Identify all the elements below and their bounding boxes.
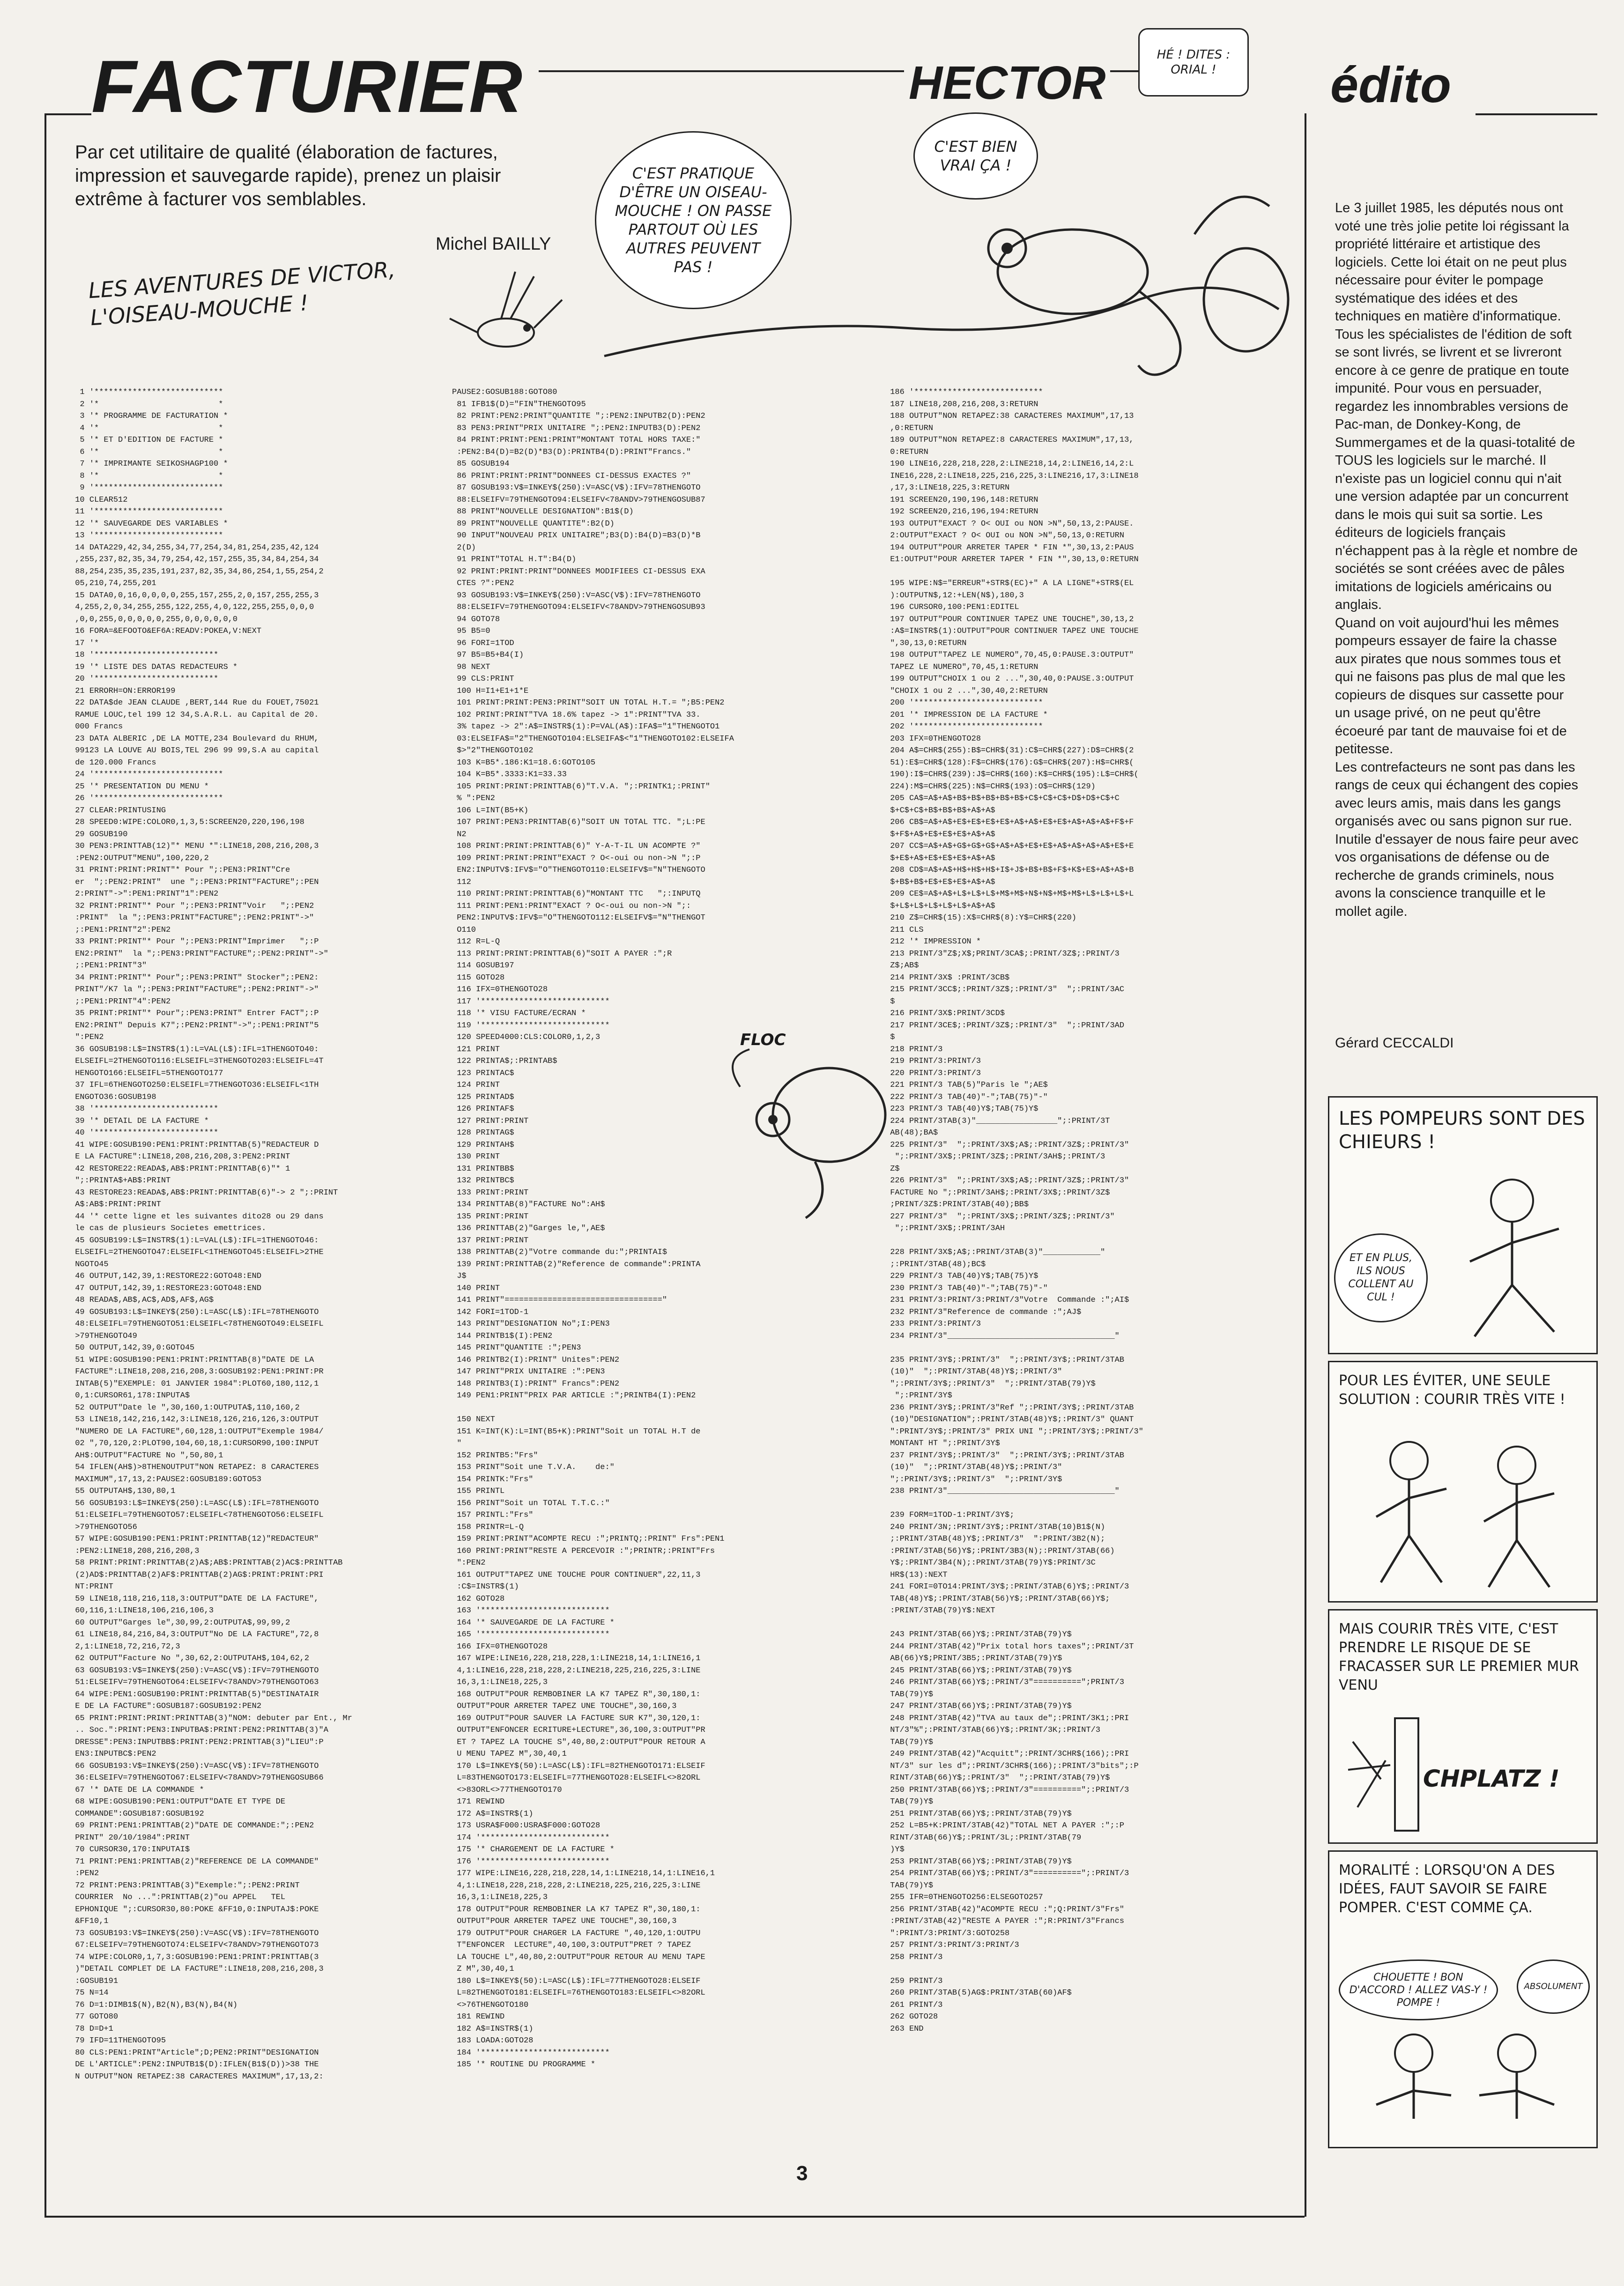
edito-signature: Gérard CECCALDI	[1335, 1035, 1454, 1051]
left-rule	[44, 113, 46, 2217]
bottom-rule	[44, 2216, 1305, 2218]
section-title: HECTOR	[909, 57, 1106, 109]
code-listing-col3: 186 '*************************** 187 LINE18,208,216,208,3:RETURN 188 OUTPUT"NON RETAPEZ:38 CARACTERES MAXIMUM",17,13 ,0:RETURN 189 OUTPUT"NON RETAPEZ:8 CARACTERES MAXIMUM",17,13, 0:RETURN 190 LINE16,228,218,228,2:LINE218,14,2:LINE16,14,2:L INE16,228,2:LINE18,225,216,225,3:LINE216,17,3:LINE18 ,17,3:LINE18,225,3:RETURN 191 SCREEN20,190,196,148:RETURN 192 SCREEN20,216,196,194:RETURN 193 OUTPUT"EXACT ? O< OUI ou NON >N",50,13,2:PAUSE. 2:OUTPUT"EXACT ? O< OUI ou NON >N",50,13,0:RETURN 194 OUTPUT"POUR ARRETER TAPER * FIN *",30,13,2:PAUS E1:OUTPUT"POUR ARRETER TAPER * FIN *",30,13,0:RETURN 195 WIPE:N$="ERREUR"+STR$(EC)+" A LA LIGNE"+STR$(EL ):OUTPUTN$,12:+LEN(N$),180,3 196 CURSOR0,100:PEN1:EDITEL 197 OUTPUT"POUR CONTINUER TAPEZ UNE TOUCHE",30,13,2 :A$=INSTR$(1):OUTPUT"POUR CONTINUER TAPEZ UNE TOUCHE ",30,13,0:RETURN 198 OUTPUT"TAPEZ LE NUMERO",70,45,0:PAUSE.3:OUTPUT" TAPEZ LE NUMERO",70,45,1:RETURN 199 OUTPUT"CHOIX 1 ou 2 ...",30,40,0:PAUSE.3:OUTPUT "CHOIX 1 ou 2 ...",30,40,2:RETURN 200 '*************************** 201 '* IMPRESSION DE LA FACTURE * 202 '*************************** 203 IFX=0THENGOTO28 204 A$=CHR$(255):B$=CHR$(31):C$=CHR$(227):D$=CHR$(2 51):E$=CHR$(128):F$=CHR$(176):G$=CHR$(207):H$=CHR$( 190):I$=CHR$(239):J$=CHR$(160):K$=CHR$(195):L$=CHR$( 224):M$=CHR$(225):N$=CHR$(193):O$=CHR$(129) 205 CA$=A$+A$+B$+B$+B$+B$+B$+C$+C$+C$+D$+D$+C$+C $+C$+C$+B$+B$+B$+A$+A$ 206 CB$=A$+A$+E$+E$+E$+E$+A$+A$+E$+E$+A$+A$+A$+F$+F $+F$+A$+E$+E$+E$+A$+A$ 207 CC$=A$+A$+G$+G$+G$+A$+A$+E$+E$+A$+A$+A$+A$+E$+E $+E$+A$+E$+E$+E$+A$+A$ 208 CD$=A$+A$+H$+H$+H$+I$+J$+B$+B$+F$+K$+E$+A$+A$+B $+B$+B$+E$+E$+E$+A$+A$ 209 CE$=A$+A$+L$+L$+L$+M$+M$+N$+N$+M$+M$+L$+L$+L$+L $+L$+L$+L$+L$+L$+A$+A$ 210 Z$=CHR$(15):X$=CHR$(8):Y$=CHR$(220) 211 CLS 212 '* IMPRESSION * 213 PRINT/3"Z$;X$;PRINT/3CA$;:PRINT/3Z$;:PRINT/3 Z$;AB$ 214 PRINT/3X$ :PRINT/3CB$ 215 PRINT/3CC$;:PRINT/3Z$;:PRINT/3" ";:PRINT/3AC $ 216 PRINT/3X$:PRINT/3CD$ 217 PRINT/3CE$;:PRINT/3Z$;:PRINT/3" ";:PRINT/3AD $ 218 PRINT/3 219 PRINT/3:PRINT/3 220 PRINT/3:PRINT/3 221 PRINT/3 TAB(5)"Paris le ";AE$ 222 PRINT/3 TAB(40)"-";TAB(75)"-" 223 PRINT/3 TAB(40)Y$;TAB(75)Y$ 224 PRINT/3TAB(3)"_________________";:PRINT/3T AB(48);BA$ 225 PRINT/3" ";:PRINT/3X$;A$;:PRINT/3Z$;:PRINT/3" ";:PRINT/3X$;:PRINT/3Z$;:PRINT/3AH$;:PRINT/3 Z$ 226 PRINT/3" ";:PRINT/3X$;A$;:PRINT/3Z$;:PRINT/3" FACTURE No ";:PRINT/3AH$;:PRINT/3X$;:PRINT/3Z$ ;PRINT/3Z$:PRINT/3TAB(40);BB$ 227 PRINT/3" ";:PRINT/3X$;:PRINT/3Z$;:PRINT/3" ";:PRINT/3X$;:PRINT/3AH 228 PRINT/3X$;A$;:PRINT/3TAB(3)"____________" ;:PRINT/3TAB(48);BC$ 229 PRINT/3 TAB(40)Y$;TAB(75)Y$ 230 PRINT/3 TAB(40)"-";TAB(75)"-" 231 PRINT/3:PRINT/3:PRINT/3"Votre Commande :";AI$ 232 PRINT/3"Reference de commande :";AJ$ 233 PRINT/3:PRINT/3 234 PRINT/3"___________________________________" 235 PRINT/3Y$;:PRINT/3" ";:PRINT/3Y$;:PRINT/3TAB (10)" ";:PRINT/3TAB(48)Y$;:PRINT/3" ";:PRINT/3Y$;:PRINT/3" ";:PRINT/3TAB(79)Y$ ";:PRINT/3Y$ 236 PRINT/3Y$;:PRINT/3"Ref ";:PRINT/3Y$;:PRINT/3TAB (10)"DESIGNATION";:PRINT/3TAB(48)Y$;:PRINT/3" QUANT ":PRINT/3Y$;:PRINT/3" PRIX UNI ";:PRINT/3Y$;:PRINT/3" MONTANT HT ";:PRINT/3Y$ 237 PRINT/3Y$;:PRINT/3" ";:PRINT/3Y$;:PRINT/3TAB (10)" ";:PRINT/3TAB(48)Y$;:PRINT/3" ";:PRINT/3Y$;:PRINT/3" ";:PRINT/3Y$ 238 PRINT/3"___________________________________" 239 FORM=1TOD-1:PRINT/3Y$; 240 PRINT/3N;:PRINT/3Y$;:PRINT/3TAB(10)B1$(N) ;:PRINT/3TAB(48)Y$;:PRINT/3" ":PRINT/3B2(N); :PRINT/3TAB(56)Y$;:PRINT/3B3(N);:PRINT/3TAB(66) Y$;:PRINT/3B4(N);:PRINT/3TAB(79)Y$:PRINT/3C HR$(13):NEXT 241 FORI=0TO14:PRINT/3Y$;:PRINT/3TAB(6)Y$;:PRINT/3 TAB(48)Y$;:PRINT/3TAB(56)Y$;:PRINT/3TAB(66)Y$; :PRINT/3TAB(79)Y$:NEXT 243 PRINT/3TAB(66)Y$;:PRINT/3TAB(79)Y$ 244 PRINT/3TAB(42)"Prix total hors taxes";:PRINT/3T AB(66)Y$;PRINT/3B5;:PRINT/3TAB(79)Y$ 245 PRINT/3TAB(66)Y$;:PRINT/3TAB(79)Y$ 246 PRINT/3TAB(66)Y$;:PRINT/3"==========";PRINT/3 TAB(79)Y$ 247 PRINT/3TAB(66)Y$;:PRINT/3TAB(79)Y$ 248 PRINT/3TAB(42)"TVA au taux de";:PRINT/3K1;:PRI NT/3"%";:PRINT/3TAB(66)Y$;:PRINT/3K;:PRINT/3 TAB(79)Y$ 249 PRINT/3TAB(42)"Acquitt";:PRINT/3CHR$(166);:PRI NT/3" sur les d";:PRINT/3CHR$(166);:PRINT/3"bits";:P RINT/3TAB(66)Y$;:PRINT/3" ";:PRINT/3TAB(79)Y$ 250 PRINT/3TAB(66)Y$;:PRINT/3"==========";:PRINT/3 TAB(79)Y$ 251 PRINT/3TAB(66)Y$;:PRINT/3TAB(79)Y$ 252 L=B5+K:PRINT/3TAB(42)"TOTAL NET A PAYER :";:P RINT/3TAB(66)Y$;:PRINT/3L;:PRINT/3TAB(79 )Y$ 253 PRINT/3TAB(66)Y$;:PRINT/3TAB(79)Y$ 254 PRINT/3TAB(66)Y$;:PRINT/3"==========";:PRINT/3 TAB(79)Y$ 255 IFR=0THENGOTO256:ELSEGOTO257 256 PRINT/3TAB(42)"ACOMPTE RECU :";Q:PRINT/3"Frs" :PRINT/3TAB(42)"RESTE A PAYER :";R:PRINT/3"Francs ":PRINT/3:PRINT/3:GOTO258 257 PRINT/3:PRINT/3:PRINT/3 258 PRINT/3 259 PRINT/3 260 PRINT/3TAB(5)AG$:PRINT/3TAB(60)AF$ 261 PRINT/3 262 GOTO28 263 END	[890, 388, 1143, 2034]
wall-crash-illustration	[1339, 1714, 1423, 1835]
pump-scene-illustration	[1357, 2025, 1573, 2142]
two-runners-illustration	[1357, 1432, 1573, 1592]
code-listing-col2: PAUSE2:GOSUB188:GOTO80 81 IFB1$(D)="FIN"THENGOTO95 82 PRINT:PEN2:PRINT"QUANTITE ";:PEN2:INPUTB2(D):PEN2 83 PEN3:PRINT"PRIX UNITAIRE ";:PEN2:INPUTB3(D):PEN2 84 PRINT:PRINT:PEN1:PRINT"MONTANT TOTAL HORS TAXE:" :PEN2:B4(D)=B2(D)*B3(D):PRINTB4(D):PRINT"Francs." 85 GOSUB194 86 PRINT:PRINT:PRINT"DONNEES CI-DESSUS EXACTES ?" 87 GOSUB193:V$=INKEY$(250):V=ASC(V$):IFV=78THENGOTO 88:ELSEIFV=79THENGOTO94:ELSEIFV<78ANDV>79THENGOSUB87 88 PRINT"NOUVELLE DESIGNATION":B1$(D) 89 PRINT"NOUVELLE QUANTITE":B2(D) 90 INPUT"NOUVEAU PRIX UNITAIRE";B3(D):B4(D)=B3(D)*B 2(D) 91 PRINT"TOTAL H.T":B4(D) 92 PRINT:PRINT:PRINT"DONNEES MODIFIEES CI-DESSUS EXA CTES ?":PEN2 93 GOSUB193:V$=INKEY$(250):V=ASC(V$):IFV=78THENGOTO 88:ELSEIFV=79THENGOTO94:ELSEIFV<78ANDV>79THENGOSUB93 94 GOTO78 95 B5=0 96 FORI=1TOD 97 B5=B5+B4(I) 98 NEXT 99 CLS:PRINT 100 H=I1+E1+1*E 101 PRINT:PRINT:PEN3:PRINT"SOIT UN TOTAL H.T.= ";B5:PEN2 102 PRINT:PRINT"TVA 18.6% tapez -> 1":PRINT"TVA 33. 3% tapez -> 2":A$=INSTR$(1):P=VAL(A$):IFA$="1"THENGOTO1 03:ELSEIFA$="2"THENGOTO104:ELSEIFA$<"1"THENGOTO102:ELSEIFA $>"2"THENGOTO102 103 K=B5*.186:K1=18.6:GOTO105 104 K=B5*.3333:K1=33.33 105 PRINT:PRINT:PRINTTAB(6)"T.V.A. ";:PRINTK1;:PRINT" % ":PEN2 106 L=INT(B5+K) 107 PRINT:PEN3:PRINTTAB(6)"SOIT UN TOTAL TTC. ";L:PE N2 108 PRINT:PRINT:PRINTTAB(6)" Y-A-T-IL UN ACOMPTE ?" 109 PRINT:PRINT:PRINT"EXACT ? O<-oui ou non->N ";:P EN2:INPUTV$:IFV$="O"THENGOTO110:ELSEIFV$="N"THENGOTO 112 110 PRINT:PRINT:PRINTTAB(6)"MONTANT TTC ";:INPUTQ 111 PRINT:PEN1:PRINT"EXACT ? O<-oui ou non->N ";: PEN2:INPUTV$:IFV$="O"THENGOTO112:ELSEIFV$="N"THENGOT O110 112 R=L-Q 113 PRINT:PRINT:PRINTTAB(6)"SOIT A PAYER :";R 114 GOSUB197 115 GOTO28 116 IFX=0THENGOTO28 117 '*************************** 118 '* VISU FACTURE/ECRAN * 119 '*************************** 120 SPEED4000:CLS:COLOR0,1,2,3 121 PRINT 122 PRINTA$;:PRINTAB$ 123 PRINTAC$ 124 PRINT 125 PRINTAD$ 126 PRINTAF$ 127 PRINT:PRINT 128 PRINTAG$ 129 PRINTAH$ 130 PRINT 131 PRINTBB$ 132 PRINTBC$ 133 PRINT:PRINT 134 PRINTTAB(8)"FACTURE No":AH$ 135 PRINT:PRINT 136 PRINTTAB(2)"Garges le,",AE$ 137 PRINT:PRINT 138 PRINTTAB(2)"Votre commande du:";PRINTAI$ 139 PRINT:PRINTTAB(2)"Reference de commande":PRINTA J$ 140 PRINT 141 PRINT"=================================" 142 FORI=1TOD-1 143 PRINT"DESIGNATION No";I:PEN3 144 PRINTB1$(I):PEN2 145 PRINT"QUANTITE :";PEN3 146 PRINTB2(I):PRINT" Unites":PEN2 147 PRINT"PRIX UNITAIRE :":PEN3 148 PRINTB3(I):PRINT" Francs":PEN2 149 PEN1:PRINT"PRIX PAR ARTICLE :";PRINTB4(I):PEN2 150 NEXT 151 K=INT(K):L=INT(B5+K):PRINT"Soit un TOTAL H.T de " 152 PRINTB5:"Frs" 153 PRINT"Soit une T.V.A. de:" 154 PRINTK:"Frs" 155 PRINTL 156 PRINT"Soit un TOTAL T.T.C.:" 157 PRINTL:"Frs" 158 PRINTR=L-Q 159 PRINT:PRINT"ACOMPTE RECU :";PRINTQ;:PRINT" Frs":PEN1 160 PRINT:PRINT"RESTE A PERCEVOIR :";PRINTR;:PRINT"Frs ":PEN2 161 OUTPUT"TAPEZ UNE TOUCHE POUR CONTINUER",22,11,3 :C$=INSTR$(1) 162 GOTO28 163 '*************************** 164 '* SAUVEGARDE DE LA FACTURE * 165 '*************************** 166 IFX=0THENGOTO28 167 WIPE:LINE16,228,218,228,1:LINE218,14,1:LINE16,1 4,1:LINE16,228,218,228,2:LINE218,225,216,225,3:LINE 16,3,1:LINE18,225,3 168 OUTPUT"POUR REMBOBINER LA K7 TAPEZ R",30,180,1: OUTPUT"POUR ARRETER TAPEZ UNE TOUCHE",30,160,3 169 OUTPUT"POUR SAUVER LA FACTURE SUR K7",30,120,1: OUTPUT"ENFONCER ECRITURE+LECTURE",36,100,3:OUTPUT"PR ET ? TAPEZ LA TOUCHE S",40,80,2:OUTPUT"POUR RETOUR A U MENU TAPEZ M",30,40,1 170 L$=INKEY$(50):L=ASC(L$):IFL=82THENGOTO171:ELSEIF L=83THENGOTO173:ELSEIFL=77THENGOTO28:ELSEIFL<>82ORL <>83ORL<>77THENGOTO170 171 REWIND 172 A$=INSTR$(1) 173 USRA$F000:USRA$F000:GOTO28 174 '*************************** 175 '* CHARGEMENT DE LA FACTURE * 176 '*************************** 177 WIPE:LINE16,228,218,228,14,1:LINE218,14,1:LINE16,1 4,1:LINE18,228,218,228,2:LINE218,225,216,225,3:LINE 16,3,1:LINE18,225,3 178 OUTPUT"POUR REMBOBINER LA K7 TAPEZ R",30,180,1: OUTPUT"POUR ARRETER TAPEZ UNE TOUCHE",30,160,3 179 OUTPUT"POUR CHARGER LA FACTURE ",40,120,1:OUTPU T"ENFONCER LECTURE",40,100,3:OUTPUT"PRET ? TAPEZ LA TOUCHE L",40,80,2:OUTPUT"POUR RETOUR AU MENU TAPE Z M",30,40,1 180 L$=INKEY$(50):L=ASC(L$):IFL=77THENGOTO28:ELSEIF L=82THENGOTO181:ELSEIFL=76THENGOTO183:ELSEIFL<>82ORL <>76THENGOTO180 181 REWIND 182 A$=INSTR$(1) 183 LOADA:GOTO28 184 '*************************** 185 '* ROUTINE DU PROGRAMME *	[452, 388, 734, 2069]
code-listing-col1: 1 '*************************** 2 '* * 3 '* PROGRAMME DE FACTURATION * 4 '* * 5 '* ET D'EDITION DE FACTURE * 6 '* * 7 '* IMPRIMANTE SEIKOSHAGP100 * 8 '* * 9 '*************************** 10 CLEAR512 11 '*************************** 12 '* SAUVEGARDE DES VARIABLES * 13 '*************************** 14 DATA229,42,34,255,34,77,254,34,81,254,235,42,124 ,255,237,82,35,34,79,254,42,157,255,35,34,84,254,34 88,254,235,35,235,191,237,82,35,34,86,254,1,55,254,2 05,210,74,255,201 15 DATA0,0,16,0,0,0,0,255,157,255,2,0,157,255,255,3 4,255,2,0,34,255,255,122,255,4,0,122,255,255,0,0,0 ,0,0,255,0,0,0,0,0,255,0,0,0,0,0,0 16 FORA=&EFOOTO&EF6A:READV:POKEA,V:NEXT 17 '* 18 '************************** 19 '* LISTE DES DATAS REDACTEURS * 20 '************************** 21 ERRORH=ON:ERROR199 22 DATA$de JEAN CLAUDE ,BERT,144 Rue du FOUET,75021 RAMUE LOUC,tel 199 12 34,S.A.R.L. au Capital de 20. 000 Francs 23 DATA ALBERIC ,DE LA MOTTE,234 Boulevard du RHUM, 99123 LA LOUVE AU BOIS,TEL 296 99 99,S.A au capital de 120.000 Francs 24 '*************************** 25 '* PRESENTATION DU MENU * 26 '*************************** 27 CLEAR:PRINTUSING 28 SPEED0:WIPE:COLOR0,1,3,5:SCREEN20,220,196,198 29 GOSUB190 30 PEN3:PRINTTAB(12)"* MENU *":LINE18,208,216,208,3 :PEN2:OUTPUT"MENU",100,220,2 31 PRINT:PRINT:PRINT"* Pour ";:PEN3:PRINT"Cre er ";:PEN2:PRINT" une ";:PEN3:PRINT"FACTURE";:PEN 2:PRINT"->":PEN1:PRINT"1":PEN2 32 PRINT:PRINT"* Pour ";:PEN3:PRINT"Voir ";:PEN2 :PRINT" la ";:PEN3:PRINT"FACTURE";:PEN2:PRINT"->" ;:PEN1:PRINT"2":PEN2 33 PRINT:PRINT"* Pour ";:PEN3:PRINT"Imprimer ";:P EN2:PRINT" la ";:PEN3:PRINT"FACTURE";:PEN2:PRINT"->" ;:PEN1:PRINT"3" 34 PRINT:PRINT"* Pour";:PEN3:PRINT" Stocker";:PEN2: PRINT"/K7 la ";:PEN3:PRINT"FACTURE";:PEN2:PRINT"->" ;:PEN1:PRINT"4":PEN2 35 PRINT:PRINT"* Pour";:PEN3:PRINT" Entrer FACT";:P EN2:PRINT" Depuis K7";:PEN2:PRINT"->";:PEN1:PRINT"5 ":PEN2 36 GOSUB198:L$=INSTR$(1):L=VAL(L$):IFL=1THENGOTO40: ELSEIFL=2THENGOTO116:ELSEIFL=3THENGOTO203:ELSEIFL=4T HENGOTO166:ELSEIFL=5THENGOTO177 37 IFL=6THENGOTO250:ELSEIFL=7THENGOTO36:ELSEIFL<1TH ENGOTO36:GOSUB198 38 '************************** 39 '* DETAIL DE LA FACTURE * 40 '************************** 41 WIPE:GOSUB190:PEN1:PRINT:PRINTTAB(5)"REDACTEUR D E LA FACTURE":LINE18,208,216,208,3:PEN2:PRINT 42 RESTORE22:READA$,AB$:PRINT:PRINTTAB(6)"* 1 ";:PRINTA$+AB$:PRINT 43 RESTORE23:READA$,AB$:PRINT:PRINTTAB(6)"-> 2 ";:PRINT A$:AB$:PRINT:PRINT 44 '* cette ligne et les suivantes dito28 ou 29 dans le cas de plusieurs Societes emettrices. 45 GOSUB199:L$=INSTR$(1):L=VAL(L$):IFL=1THENGOTO46: ELSEIFL=2THENGOTO47:ELSEIFL<1THENGOTO45:ELSEIFL>2THE NGOTO45 46 OUTPUT,142,39,1:RESTORE22:GOTO48:END 47 OUTPUT,142,39,1:RESTORE23:GOTO48:END 48 READA$,AB$,AC$,AD$,AF$,AG$ 49 GOSUB193:L$=INKEY$(250):L=ASC(L$):IFL=78THENGOTO 48:ELSEIFL=79THENGOTO51:ELSEIFL<78THENGOTO49:ELSEIFL >79THENGOTO49 50 OUTPUT,142,39,0:GOTO45 51 WIPE:GOSUB190:PEN1:PRINT:PRINTTAB(8)"DATE DE LA FACTURE":LINE18,208,216,208,3:GOSUB192:PEN1:PRINT:PR INTAB(5)"EXEMPLE: 01 JANVIER 1984":PLOT60,180,112,1 0,1:CURSOR61,178:INPUTA$ 52 OUTPUT"Date le ",30,160,1:OUTPUTA$,110,160,2 53 LINE18,142,216,142,3:LINE18,126,216,126,3:OUTPUT "NUMERO DE LA FACTURE",60,128,1:OUTPUT"Exemple 1984/ 02 ",70,120,2:PLOT90,104,60,18,1:CURSOR90,100:INPUT AH$:OUTPUT"FACTURE No ",50,80,1 54 IFLEN(AH$)>8THENOUTPUT"NON RETAPEZ: 8 CARACTERES MAXIMUM",17,13,2:PAUSE2:GOSUB189:GOTO53 55 OUTPUTAH$,130,80,1 56 GOSUB193:L$=INKEY$(250):L=ASC(L$):IFL=78THENGOTO 51:ELSEIFL=79THENGOTO57:ELSEIFL<78THENGOTO56:ELSEIFL >79THENGOTO56 57 WIPE:GOSUB190:PEN1:PRINT:PRINTTAB(12)"REDACTEUR" :PEN2:LINE18,208,216,208,3 58 PRINT:PRINT:PRINTTAB(2)A$;AB$:PRINTTAB(2)AC$:PRINTTAB (2)AD$:PRINTTAB(2)AF$:PRINTTAB(2)AG$:PRINT:PRINT:PRI NT:PRINT 59 LINE18,118,216,118,3:OUTPUT"DATE DE LA FACTURE", 60,116,1:LINE18,106,216,106,3 60 OUTPUT"Garges le",30,99,2:OUTPUTA$,99,99,2 61 LINE18,84,216,84,3:OUTPUT"No DE LA FACTURE",72,8 2,1:LINE18,72,216,72,3 62 OUTPUT"Facture No ",30,62,2:OUTPUTAH$,104,62,2 63 GOSUB193:V$=INKEY$(250):V=ASC(V$):IFV=79THENGOTO 51:ELSEIFV=79THENGOTO64:ELSEIFV<78ANDV>79THENGOTO63 64 WIPE:PEN1:GOSUB190:PRINT:PRINTTAB(5)"DESTINATAIR E DE LA FACTURE":GOSUB187:GOSUB192:PEN2 65 PRINT:PRINT:PRINT:PRINTTAB(3)"NOM: debuter par Ent., Mr .. Soc.":PRINT:PEN3:INPUTBA$:PRINT:PEN2:PRINTTAB(3)"A DRESSE":PEN3:INPUTBB$:PRINT:PEN2:PRINTTAB(3)"LIEU":P EN3:INPUTBC$:PEN2 66 GOSUB193:V$=INKEY$(250):V=ASC(V$):IFV=78THENGOTO 36:ELSEIFV=79THENGOTO67:ELSEIFV<78ANDV>79THENGOSUB66 67 '* DATE DE LA COMMANDE * 68 WIPE:GOSUB190:PEN1:OUTPUT"DATE ET TYPE DE COMMANDE":GOSUB187:GOSUB192 69 PRINT:PEN1:PRINTTAB(2)"DATE DE COMMANDE:";:PEN2 PRINT" 20/10/1984":PRINT 70 CURSOR30,170:INPUTAI$ 71 PRINT:PEN1:PRINTTAB(2)"REFERENCE DE LA COMMANDE" :PEN2 72 PRINT:PEN3:PRINTTAB(3)"Exemple:";:PEN2:PRINT COURRIER No ...":PRINTTAB(2)"ou APPEL TEL EPHONIQUE ";:CURSOR30,80:POKE &FF10,0:INPUTAJ$:POKE &FF10,1 73 GOSUB193:V$=INKEY$(250):V=ASC(V$):IFV=78THENGOTO 67:ELSEIFV=79THENGOTO74:ELSEIFV<78ANDV>79THENGOTO73 74 WIPE:COLOR0,1,7,3:GOSUB190:PEN1:PRINT:PRINTTAB(3 )"DETAIL COMPLET DE LA FACTURE":LINE18,208,216,208,3 :GOSUB191 75 N=14 76 D=1:DIMB1$(N),B2(N),B3(N),B4(N) 77 GOTO80 78 D=D+1 79 IFD=11THENGOTO95 80 CLS:PEN1:PRINT"Article";D;PEN2:PRINT"DESIGNATION DE L'ARTICLE":PEN2:INPUTB1$(D):IFLEN(B1$(D))>38 THE N OUTPUT"NON RETAPEZ:38 CARACTERES MAXIMUM",17,13,2:	[75, 388, 352, 2081]
cartoon-caption: LES AVENTURES DE VICTOR, L'OISEAU-MOUCHE !	[88, 256, 396, 331]
header-rule-mid	[539, 70, 904, 72]
comic-panel-3-sfx: CHPLATZ !	[1423, 1765, 1560, 1792]
running-figure-illustration	[1442, 1168, 1582, 1346]
comic-panel-1	[1328, 1096, 1598, 1354]
chameleon-floc-illustration	[712, 1031, 909, 1227]
floc-sound: FLOC	[740, 1031, 786, 1049]
speech-bubble-1: C'EST PRATIQUE D'ÊTRE UN OISEAU-MOUCHE ! ON PASSE PARTOUT OÙ LES AUTRES PEUVENT PAS !	[595, 131, 792, 309]
page-number: 3	[796, 2162, 808, 2185]
hummingbird-illustration	[445, 262, 567, 375]
header-rule-left	[44, 113, 91, 115]
comic-panel-2-caption: POUR LES ÉVITER, UNE SEULE SOLUTION : COURIR TRÈS VITE !	[1339, 1373, 1565, 1408]
comic-panel-4-bubble-2: ABSOLUMENT	[1517, 1959, 1590, 2014]
header-rule-mid2	[1110, 70, 1141, 72]
chameleon-illustration	[576, 178, 1330, 393]
comic-panel-3-caption: MAIS COURIR TRÈS VITE, C'EST PRENDRE LE RISQUE DE SE FRACASSER SUR LE PREMIER MUR VENU	[1339, 1621, 1580, 1693]
speech-bubble-2: C'EST BIEN VRAI ÇA !	[913, 112, 1038, 200]
edito-title: édito	[1330, 56, 1451, 113]
comic-panel-4-bubble: CHOUETTE ! BON D'ACCORD ! ALLEZ VAS-Y ! POMPE !	[1339, 1959, 1498, 2020]
comic-panel-4-caption: MORALITÉ : LORSQU'ON A DES IDÉES, FAUT SAVOIR SE FAIRE POMPER. C'EST COMME ÇA.	[1339, 1862, 1555, 1916]
speech-bubble-3: HÉ ! DITES : ORIAL !	[1138, 28, 1249, 96]
comic-panel-1-bubble: ET EN PLUS, ILS NOUS COLLENT AU CUL !	[1334, 1233, 1428, 1322]
comic-panel-2	[1328, 1361, 1598, 1603]
comic-panel-1-caption: LES POMPEURS SONT DES CHIEURS !	[1339, 1108, 1585, 1153]
article-intro: Par cet utilitaire de qualité (élaboration de factures, impression et sauvegarde rapide), prenez un plaisir extrême à facturer vos semblables.	[75, 142, 501, 209]
comic-panel-4	[1328, 1850, 1598, 2148]
comic-panel-3	[1328, 1609, 1598, 1844]
article-title: FACTURIER	[91, 45, 524, 128]
header-rule-right	[1476, 113, 1597, 115]
column-rule	[1305, 113, 1306, 2217]
article-author: Michel BAILLY	[436, 234, 551, 254]
edito-text: Le 3 juillet 1985, les députés nous ont voté une très jolie petite loi régissant la propriété littéraire et artistique des logiciels. Cette loi était on ne peut plus nécessaire pour éviter le pompage systématique des idées et des techniques en matière d'informatique. Tous les spécialistes de l'édition de soft se sont livrés, se livrent et se livreront encore à ce genre de pratique en toute impunité. Pour vous en persuader, regardez les innombrables versions de Pac-man, de Donkey-Kong, de Summergames et de la quasi-totalité de TOUS les logiciels sur le marché. Il n'existe pas un logiciel connu qui n'ait une version adaptée par un concurrent dans le mois qui suit sa sortie. Les éditeurs de logiciels français n'échappent pas à la règle et nombre de sociétés se sont créées avec de pâles imitations de logiciels américains ou anglais. Quand on voit aujourd'hui les mêmes pompeurs essayer de faire la chasse aux pirates que nous sommes tous et qui ne faisons pas plus de mal que les copieurs de disques sur cassette pour un usage privé, on ne peut qu'être écoeuré par tant de mauvaise foi et de petitesse. Les contrefacteurs ne sont pas dans les rangs de ceux qui échangent des copies avec leurs amis, mais dans les gangs organisés avec ou sans pignon sur rue. Inutile d'essayer de nous faire peur avec vos organisations de défense ou de recherche de grands criminels, nous avons la conscience tranquille et le mollet agile.	[1335, 200, 1579, 919]
